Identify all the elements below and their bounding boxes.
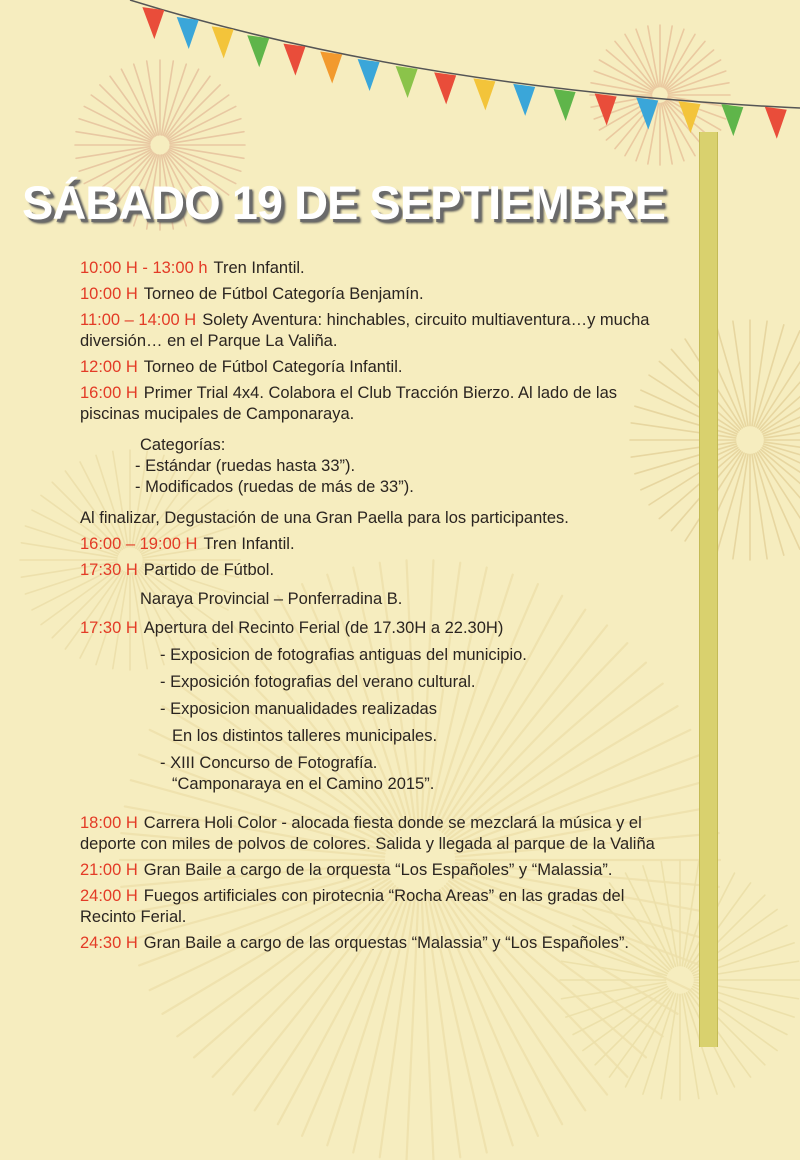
partido-detail: Naraya Provincial – Ponferradina B. [140, 590, 403, 608]
bunting-flag [212, 26, 234, 58]
bunting-flag [554, 89, 576, 121]
schedule [80, 258, 680, 959]
recinto-item: “Camponaraya en el Camino 2015”. [172, 775, 435, 793]
entry-time: 10:00 H - 13:00 h [80, 259, 208, 277]
entry-time: 17:30 H [80, 561, 138, 579]
bunting-flag [721, 104, 743, 136]
categoria-item: - Estándar (ruedas hasta 33”). [135, 457, 356, 475]
entry-time: 24:00 H [80, 887, 138, 905]
entry-text: Gran Baile a cargo de la orquesta “Los Españoles” y “Malassia”. [143, 861, 613, 879]
bunting-string [130, 0, 800, 108]
bunting-flag [320, 52, 342, 84]
al-finalizar-text: Al finalizar, Degustación de una Gran Paella para los participantes. [80, 509, 569, 527]
schedule-entry [80, 357, 680, 378]
entry-text: Tren Infantil. [213, 259, 305, 277]
schedule-entry [80, 860, 680, 881]
categorias-heading: Categorías: [140, 436, 226, 454]
schedule-entry [80, 284, 680, 305]
entry-text: Apertura del Recinto Ferial (de 17.30H a 22.30H) [143, 619, 504, 637]
schedule-entry [80, 813, 680, 855]
schedule-entry [80, 560, 680, 581]
categoria-item: - Modificados (ruedas de más de 33”). [135, 478, 414, 496]
entry-text: Torneo de Fútbol Categoría Benjamín. [143, 285, 424, 303]
entry-text: Partido de Fútbol. [143, 561, 275, 579]
bunting-flag [473, 78, 495, 110]
bunting-flag [595, 93, 617, 125]
entry-text: Tren Infantil. [203, 535, 295, 553]
entry-time: 11:00 – 14:00 H [80, 311, 197, 329]
firework-ray [595, 990, 670, 1065]
schedule-entry [80, 933, 680, 954]
entry-time: 21:00 H [80, 861, 138, 879]
entry-time: 17:30 H [80, 619, 138, 637]
recinto-item: - XIII Concurso de Fotografía. [160, 754, 378, 772]
schedule-entry [80, 310, 680, 352]
entry-text: Fuegos artificiales con pirotecnia “Rocha Areas” en las gradas del Recinto Ferial. [80, 887, 625, 926]
entry-time: 10:00 H [80, 285, 138, 303]
bunting-flag [247, 35, 269, 67]
recinto-item: - Exposicion de fotografias antiguas del municipio. [160, 646, 527, 664]
schedule-entry [80, 383, 680, 425]
entry-time: 16:00 – 19:00 H [80, 535, 198, 553]
bunting-flag [513, 84, 535, 116]
firework-ray [100, 85, 153, 138]
bunting-flag [358, 59, 380, 91]
firework-ray [167, 85, 220, 138]
recinto-item: - Exposicion manualidades realizadas [160, 700, 437, 718]
schedule-entry [80, 886, 680, 928]
bunting-flag [142, 7, 164, 39]
entry-text: Solety Aventura: hinchables, circuito multiaventura…y mucha diversión… en el Parque La Valiña. [80, 311, 650, 350]
bunting-flag [177, 17, 199, 49]
entry-time: 16:00 H [80, 384, 138, 402]
schedule-entry [80, 534, 680, 555]
recinto-item: - Exposición fotografias del verano cultural. [160, 673, 476, 691]
entry-time: 12:00 H [80, 358, 138, 376]
page-title: SÁBADO 19 DE SEPTIEMBRE [22, 176, 665, 229]
entry-time: 24:30 H [80, 934, 138, 952]
schedule-entry [80, 618, 680, 639]
entry-text: Gran Baile a cargo de las orquestas “Malassia” y “Los Españoles”. [143, 934, 629, 952]
bunting-flag [396, 66, 418, 98]
entry-text: Carrera Holi Color - alocada fiesta donde se mezclará la música y el deporte con miles de polvos de colores. Salida y llegada al parque de la Valiña [80, 814, 655, 853]
entry-time: 18:00 H [80, 814, 138, 832]
entry-text: Torneo de Fútbol Categoría Infantil. [143, 358, 403, 376]
entry-text: Primer Trial 4x4. Colabora el Club Tracción Bierzo. Al lado de las piscinas mucipales de Camponaraya. [80, 384, 618, 423]
schedule-entry [80, 258, 680, 279]
decorative-pole [699, 132, 718, 1047]
bunting-flag [434, 72, 456, 104]
bunting-flag [283, 44, 305, 76]
bunting-flag [765, 107, 787, 139]
recinto-item: En los distintos talleres municipales. [172, 727, 438, 745]
